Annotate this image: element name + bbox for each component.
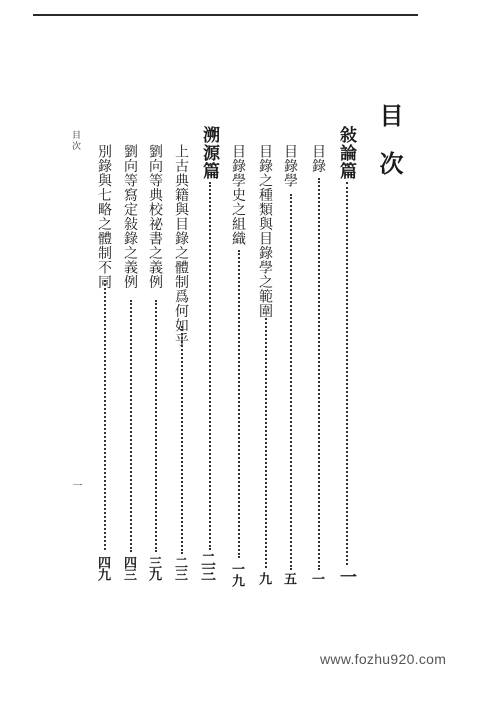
leader-dots (346, 182, 348, 565)
page-number: 四三 (121, 556, 136, 580)
top-rule (33, 14, 418, 16)
page-number: 二三 (172, 556, 187, 580)
toc-entry-title: 劉向等典校祕書之義例 (147, 144, 163, 289)
page-title: 目次 (375, 103, 404, 199)
toc-entry-title: 目錄學 (282, 144, 298, 188)
leader-dots (265, 318, 267, 568)
leader-dots (130, 300, 132, 552)
toc-entry-title: 目錄學史之組織 (230, 144, 246, 246)
page-number: 二三 (199, 552, 217, 580)
folio: 一 (70, 480, 81, 490)
leader-dots (290, 194, 292, 570)
page-number: 一九 (229, 562, 244, 586)
leader-dots (104, 280, 106, 550)
section-title: 溯源篇 (199, 126, 219, 180)
section-title: 敍論篇 (336, 126, 356, 180)
page-number: 五 (281, 572, 296, 584)
toc-entry-title: 別錄與七略之體制不同 (96, 144, 112, 289)
leader-dots (209, 182, 211, 550)
toc-entry-title: 目錄 (310, 144, 326, 173)
page-number: 四九 (95, 556, 110, 580)
leader-dots (155, 300, 157, 552)
leader-dots (318, 178, 320, 570)
page-number: 九 (256, 572, 271, 584)
toc-entry-title: 目錄之種類與目錄學之範圍 (257, 144, 273, 318)
page-number: 一 (336, 568, 356, 584)
watermark-url: www.fozhu920.com (320, 651, 447, 667)
leader-dots (238, 250, 240, 558)
leader-dots (181, 326, 183, 554)
page-number: 一 (309, 572, 324, 584)
running-head: 目次 (70, 130, 80, 152)
toc-entry-title: 上古典籍與目錄之體制爲何如乎 (173, 144, 189, 347)
toc-entry-title: 劉向等寫定敍錄之義例 (122, 144, 138, 289)
page-number: 三九 (146, 556, 161, 580)
